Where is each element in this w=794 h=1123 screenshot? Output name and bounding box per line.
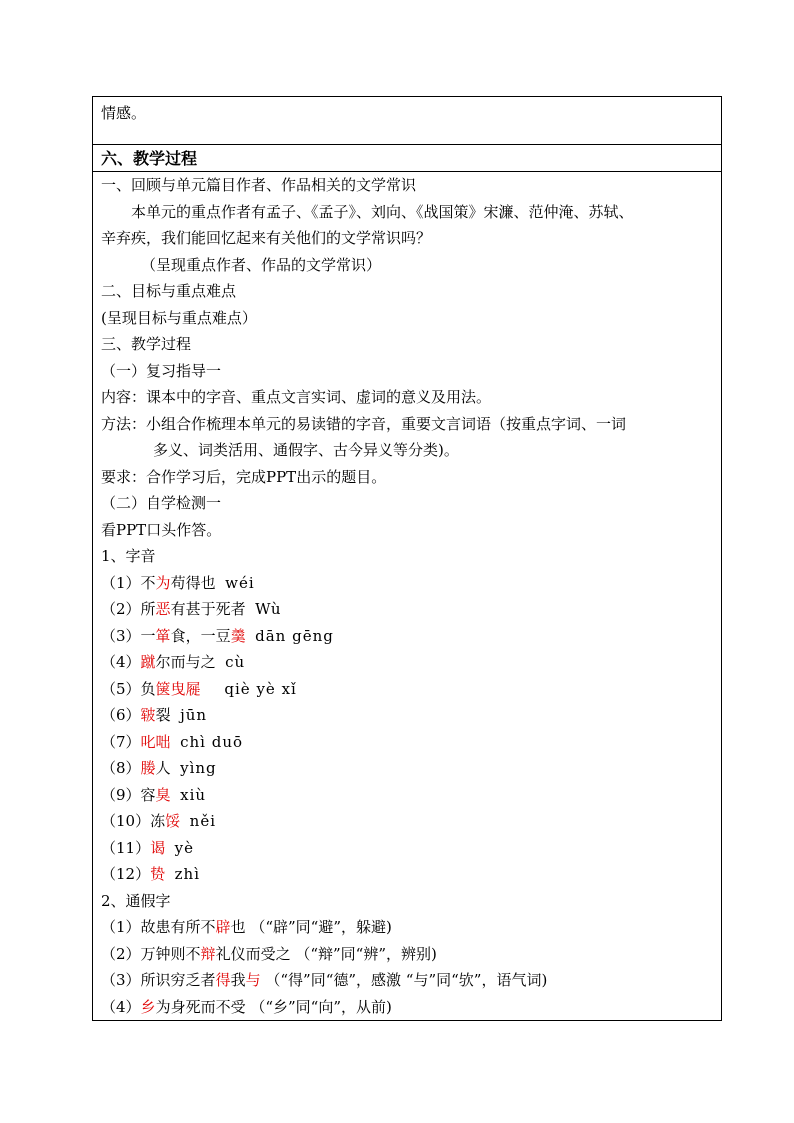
- item-suffix: 苟得也: [170, 573, 216, 592]
- item-prefix: （3）所识穷乏者: [101, 971, 216, 989]
- pinyin: něi: [189, 812, 216, 830]
- pronunciation-item: [101, 729, 721, 756]
- text-line: (呈现目标与重点难点）: [101, 308, 257, 327]
- text-line: 多义、词类活用、通假字、古今异义等分类)。: [153, 441, 459, 459]
- pinyin: jūn: [180, 706, 208, 724]
- text-line: 二、目标与重点难点: [101, 282, 237, 300]
- item-prefix: （6）: [101, 706, 141, 724]
- text-line: （一）复习指导一: [101, 361, 222, 380]
- highlight-char: 箧曳屣: [155, 679, 201, 698]
- pinyin: qiè yè xǐ: [224, 679, 297, 698]
- pronunciation-item: [101, 808, 721, 835]
- item-prefix: （10）冻: [101, 812, 166, 830]
- text-line: （呈现重点作者、作品的文学常识）: [141, 255, 382, 274]
- item-prefix: （8）: [101, 759, 141, 777]
- pinyin: cù: [225, 653, 246, 671]
- item-prefix: （3）一: [101, 626, 156, 645]
- pronunciation-item: [101, 861, 721, 888]
- text-line: 三、教学过程: [101, 335, 192, 353]
- item-suffix: 食，一豆: [170, 626, 231, 645]
- highlight-char: 叱咄: [140, 732, 171, 751]
- lesson-plan-table: [92, 96, 722, 1021]
- pinyin: wéi: [225, 573, 255, 592]
- pronunciation-item: [101, 702, 721, 729]
- pinyin: xiù: [180, 785, 207, 804]
- highlight-char: 臭: [155, 785, 171, 804]
- item-suffix: 有甚于死者: [170, 600, 246, 618]
- tongjia-item: [101, 914, 721, 941]
- highlight-char: 为: [155, 573, 171, 592]
- pinyin: yìng: [180, 759, 217, 777]
- pronunciation-item: [101, 835, 721, 862]
- pronunciation-item: [101, 755, 721, 782]
- item-prefix: （11）: [101, 838, 151, 857]
- highlight-char: 与: [245, 971, 261, 989]
- highlight-char: 馁: [165, 812, 181, 830]
- text-line: 本单元的重点作者有孟子、《孟子》、刘向、《战国策》宋濂、范仲淹、苏轼、: [131, 202, 634, 221]
- item-suffix: 礼仪而受之 （“辩”同“辨”，辨别): [215, 944, 437, 963]
- tongjia-item: [101, 994, 721, 1021]
- top-cell-text: 情感。: [101, 104, 147, 122]
- item-middle: 我: [230, 971, 246, 989]
- item-prefix: （4）: [101, 997, 141, 1016]
- item-suffix: （“得”同“德”，感激 “与”同“欤”，语气词): [260, 971, 548, 989]
- highlight-char: 贽: [150, 865, 166, 883]
- highlight-char: 辟: [215, 918, 231, 936]
- highlight-char: 箪: [155, 626, 171, 645]
- pinyin: Wù: [255, 600, 282, 618]
- highlight-char: 辩: [200, 944, 216, 963]
- section-title: 六、教学过程: [93, 145, 721, 172]
- pinyin: chì duō: [180, 732, 244, 751]
- highlight-char: 恶: [155, 600, 171, 618]
- text-line: 看PPT口头作答。: [101, 520, 222, 539]
- pronunciation-item: [101, 596, 721, 623]
- text-line: 一、回顾与单元篇目作者、作品相关的文学常识: [101, 176, 417, 194]
- item-suffix: 也 （“辟”同“避”，躲避): [230, 918, 392, 936]
- highlight-char: 媵: [140, 759, 156, 777]
- pinyin: dān gēng: [255, 626, 334, 645]
- item-suffix: 人: [155, 759, 171, 777]
- tongjia-item: [101, 967, 721, 994]
- top-cell: [93, 97, 721, 145]
- text-line: 辛弃疾，我们能回忆起来有关他们的文学常识吗？: [101, 229, 432, 247]
- pronunciation-item: [101, 649, 721, 676]
- highlight-char: 谒: [150, 838, 166, 857]
- item-prefix: （2）所: [101, 600, 156, 618]
- item-prefix: （7）: [101, 732, 141, 751]
- highlight-char: 羹: [230, 626, 246, 645]
- item-prefix: （1）故患有所不: [101, 918, 216, 936]
- highlight-char: 皲: [140, 706, 156, 724]
- item-suffix: 裂: [155, 706, 171, 724]
- text-line: 方法：小组合作梳理本单元的易读错的字音，重要文言词语（按重点字词、一词: [101, 414, 627, 433]
- pronunciation-item: [101, 782, 721, 809]
- main-cell: [93, 145, 721, 1020]
- item-prefix: （12）: [101, 865, 151, 883]
- text-line: 内容：课本中的字音、重点文言实词、虚词的意义及用法。: [101, 388, 492, 406]
- text-line: 1、字音: [101, 547, 156, 565]
- item-suffix: 为身死而不受 （“乡”同“向”，从前): [155, 997, 392, 1016]
- pinyin: yè: [174, 838, 195, 857]
- pronunciation-item: [101, 676, 721, 703]
- highlight-char: 得: [215, 971, 231, 989]
- tongjia-title: 2、通假字: [101, 891, 171, 910]
- tongjia-item: [101, 941, 721, 968]
- text-line: 要求：合作学习后，完成PPT出示的题目。: [101, 467, 387, 486]
- item-prefix: （9）容: [101, 785, 156, 804]
- highlight-char: 乡: [140, 997, 156, 1016]
- text-line: （二）自学检测一: [101, 494, 222, 512]
- pronunciation-item: [101, 623, 721, 650]
- item-suffix: 尔而与之: [155, 653, 216, 671]
- item-prefix: （1）不: [101, 573, 156, 592]
- pronunciation-item: [101, 570, 721, 597]
- item-prefix: （2）万钟则不: [101, 944, 201, 963]
- item-prefix: （5）负: [101, 679, 156, 698]
- item-prefix: （4）: [101, 653, 141, 671]
- highlight-char: 蹴: [140, 653, 156, 671]
- pinyin: zhì: [174, 865, 201, 883]
